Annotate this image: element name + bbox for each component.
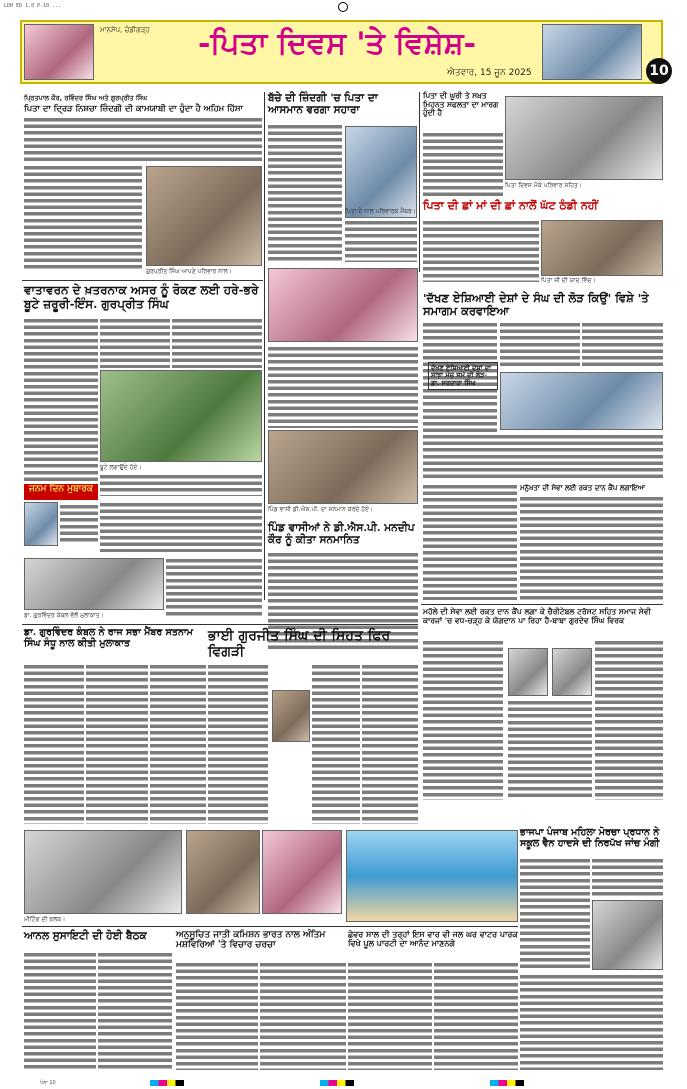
article-body bbox=[24, 664, 84, 824]
print-strip: LDH ED 1.0 P-10 ... bbox=[4, 3, 62, 9]
portrait-photo bbox=[552, 648, 592, 696]
article-photo bbox=[262, 830, 342, 914]
article-headline: ਅਨੁਸੂਚਿਤ ਜਾਤੀ ਕਮਿਸ਼ਨ ਭਾਰਤ ਨਾਲ ਅੰਤਿਮ ਮਸ਼ਵਿਰਿਆਂ 'ਤੇ ਵਿਚਾਰ ਚਰਚਾ bbox=[176, 930, 326, 951]
article-body bbox=[100, 474, 262, 496]
section-rule bbox=[22, 280, 263, 281]
article-body bbox=[348, 962, 432, 1070]
article-photo bbox=[505, 96, 663, 180]
page-banner bbox=[20, 20, 669, 84]
article-headline: ਪਿਤਾ ਦੀ ਘੂਰੀ ਤੇ ਸਖ਼ਤ ਮਿਹਨਤ ਸਫਲਤਾ ਦਾ ਮਾਰਗ ਹੁੰਦੀ ਹੈ bbox=[423, 91, 499, 118]
article-headline: ਛੇਵਰ ਸਾਲ ਦੀ ਤਰ੍ਹਾਂ ਇਸ ਵਾਰ ਵੀ ਜਲ ਘਰ ਵਾਟਰ ਪਾਰਕ ਵਿਖੇ ਪੂਲ ਪਾਰਟੀ ਦਾ ਆਨੰਦ ਮਾਣਨਗੇ bbox=[348, 929, 518, 949]
article-body bbox=[582, 322, 663, 366]
article-photo bbox=[186, 830, 260, 914]
registration-mark-icon bbox=[338, 2, 348, 12]
article-headline: ਪਿੰਡ ਵਾਸੀਆਂ ਨੇ ਡੀ.ਐਸ.ਪੀ. ਮਨਦੀਪ ਕੌਰ ਨੂੰ ਕੀਤਾ ਸਨਮਾਨਿਤ bbox=[268, 522, 415, 547]
article-body bbox=[268, 346, 418, 428]
child-photo bbox=[24, 502, 58, 546]
photo-caption: ਡਾ. ਗੁਰਵਿੰਦਰ ਕੰਬਲ ਵੱਲੋਂ ਮੁਲਾਕਾਤ। bbox=[24, 612, 104, 619]
page-title: -ਪਿਤਾ ਦਿਵਸ 'ਤੇ ਵਿਸ਼ੇਸ਼- bbox=[197, 26, 477, 61]
page-number-badge: 10 bbox=[646, 58, 672, 84]
print-footer bbox=[0, 1078, 687, 1089]
article-body bbox=[345, 220, 417, 262]
article-body bbox=[362, 664, 418, 824]
photo-caption: ਪਿਤਾ ਦੇ ਨਾਲ ਪਰਿਵਾਰਕ ਮੈਂਬਰ। bbox=[345, 208, 416, 215]
article-body bbox=[434, 962, 518, 1070]
section-rule bbox=[22, 926, 518, 927]
article-body bbox=[260, 962, 346, 1070]
article-photo bbox=[24, 558, 164, 610]
article-body bbox=[423, 484, 517, 600]
article-body bbox=[176, 962, 258, 1070]
article-body bbox=[508, 700, 592, 800]
article-photo bbox=[146, 166, 262, 266]
article-headline: ਵਾਤਾਵਰਨ ਦੇ ਖ਼ਤਰਨਾਕ ਅਸਰ ਨੂੰ ਰੋਕਣ ਲਈ ਹਰੇ-ਭਰੇ ਬੂਟੇ ਜ਼ਰੂਰੀ-ਇੰਸ. ਗੁਰਪ੍ਰੀਤ ਸਿੰਘ bbox=[24, 283, 259, 311]
article-body bbox=[98, 952, 172, 1070]
article-body bbox=[150, 664, 206, 824]
article-headline: ਆਨਲ ਸੁਸਾਇਟੀ ਦੀ ਹੋਈ ਬੈਠਕ bbox=[24, 930, 147, 942]
article-body bbox=[166, 558, 262, 618]
article-body bbox=[86, 664, 148, 824]
portrait-photo bbox=[272, 690, 310, 742]
article-photo bbox=[24, 830, 182, 914]
portrait-photo bbox=[508, 648, 548, 696]
article-body bbox=[423, 132, 503, 198]
article-body bbox=[24, 318, 98, 482]
article-body bbox=[172, 318, 262, 368]
article-byline: ਪ੍ਰਿਤਪਾਲ ਕੌਰ, ਰਵਿੰਦਰ ਸਿੰਘ ਅਤੇ ਗੁਰਪ੍ਰੀਤ ਸਿੰਘ bbox=[24, 94, 148, 102]
article-body bbox=[100, 318, 170, 368]
color-calibration-bar bbox=[320, 1080, 354, 1086]
article-body bbox=[24, 117, 262, 161]
photo-caption: ਪਿਤਾ ਦਿਵਸ ਮੌਕੇ ਪਰਿਵਾਰ ਸਹਿਤ। bbox=[505, 182, 582, 189]
article-photo bbox=[100, 370, 262, 462]
article-subheading: ਦੱਖਣ ਏਸ਼ਿਆਈ ਦੇਸ਼ਾਂ ਦਾ ਸਾਂਝਾ ਮੰਚ ਸਮੇਂ ਦੀ ਲੋੜ-ਡਾ. ਸਰਦਾਰਾ ਸਿੰਘ bbox=[428, 362, 498, 390]
article-photo bbox=[345, 126, 417, 218]
photo-caption: ਗੁਰਪ੍ਰੀਤ ਸਿੰਘ ਆਪਣੇ ਪਰਿਵਾਰ ਨਾਲ। bbox=[146, 268, 232, 275]
article-headline: ਮਹੱਲੇ ਦੀ ਸੇਵਾ ਲਈ ਰਕਤ ਦਾਨ ਕੈਂਪ ਲਗਾ ਕੇ ਚੈਰੀਟੇਬਲ ਟਰੱਸਟ ਸਹਿਤ ਸਮਾਜ ਸੇਵੀ ਕਾਰਜਾਂ 'ਚ ਵਧ-ਚੜ੍ਹ ਕੇ ਯੋਗਦਾਨ ਪਾ ਰਿਹਾ ਹੈ-ਬਾਬਾ ਗੁਰਦੇਵ ਸਿੰਘ ਵਿਰਕ bbox=[423, 607, 651, 625]
article-body bbox=[520, 858, 590, 968]
column-divider bbox=[419, 92, 420, 272]
article-body bbox=[423, 640, 503, 800]
color-calibration-bar bbox=[490, 1080, 524, 1086]
article-body bbox=[24, 952, 96, 1070]
article-body bbox=[312, 664, 360, 824]
article-body bbox=[100, 502, 262, 552]
banner-father-child-photo bbox=[24, 24, 94, 80]
article-body bbox=[423, 220, 539, 282]
article-body bbox=[60, 504, 98, 544]
article-photo bbox=[268, 430, 418, 504]
article-headline: ਭਾਈ ਗੁਰਜੀਤ ਸਿੰਘ ਦੀ ਸਿਹਤ ਫਿਰ ਵਿਗੜੀ bbox=[208, 628, 391, 661]
article-body bbox=[208, 664, 268, 824]
article-photo bbox=[541, 220, 663, 276]
article-headline: ਪਿਤਾ ਦਾ ਦ੍ਰਿੜ ਨਿਸ਼ਚਾ ਜ਼ਿੰਦਗੀ ਦੀ ਕਾਮਯਾਬੀ ਦਾ ਹੁੰਦਾ ਹੈ ਅਹਿਮ ਹਿੱਸਾ bbox=[24, 103, 243, 113]
photo-caption: ਪਿਤਾ ਜੀ ਦੀ ਯਾਦ ਵਿੱਚ। bbox=[541, 277, 596, 284]
article-body bbox=[24, 165, 142, 271]
article-body bbox=[500, 322, 580, 366]
column-divider bbox=[264, 92, 265, 600]
article-body bbox=[520, 974, 663, 1070]
banner-date: ਐਤਵਾਰ, 15 ਜੂਨ 2025 bbox=[447, 68, 532, 78]
birthday-banner: ਜਨਮ ਦਿਨ ਮੁਬਾਰਕ bbox=[24, 484, 98, 500]
banner-father-son-photo bbox=[542, 24, 642, 80]
article-headline: ਮਨੁੱਖਤਾ ਦੀ ਸੇਵਾ ਲਈ ਰਕਤ ਦਾਨ ਕੈਂਪ ਲਗਾਇਆ bbox=[520, 483, 646, 492]
color-calibration-bar bbox=[150, 1080, 184, 1086]
article-body bbox=[268, 124, 342, 262]
article-photo bbox=[592, 900, 663, 970]
article-headline: ਬੱਚੇ ਦੀ ਜ਼ਿੰਦਗੀ 'ਚ ਪਿਤਾ ਦਾ ਆਸਮਾਨ ਵਰਗਾ ਸਹਾਰਾ bbox=[268, 92, 378, 117]
article-body bbox=[423, 434, 663, 480]
article-photo bbox=[500, 372, 663, 430]
article-headline: ਪਿਤਾ ਦੀ ਛਾਂ ਮਾਂ ਦੀ ਛਾਂ ਨਾਲੋਂ ਘੱਟ ਠੰਡੀ ਨਹੀਂ bbox=[423, 199, 598, 212]
article-headline: 'ਦੱਖਣ ਏਸ਼ਿਆਈ ਦੇਸ਼ਾਂ ਦੇ ਸੰਘ ਦੀ ਲੋੜ ਕਿਉਂ' ਵਿਸ਼ੇ 'ਤੇ ਸਮਾਗਮ ਕਰਵਾਇਆ bbox=[423, 291, 649, 319]
article-body bbox=[520, 496, 663, 600]
article-headline: ਭਾਜਪਾ ਪੰਜਾਬ ਮਹਿਲਾ ਮੋਰਚਾ ਪ੍ਰਧਾਨ ਨੇ ਸਕੂਲ ਵੈਨ ਹਾਦਸੇ ਦੀ ਨਿਰਪੱਖ ਜਾਂਚ ਮੰਗੀ bbox=[520, 827, 660, 849]
article-body bbox=[595, 640, 663, 800]
photo-caption: ਮੀਟਿੰਗ ਦੀ ਝਲਕ। bbox=[24, 916, 66, 923]
banner-edition: ਮਾਨਸੇਪ, ਚੰਡੀਗੜ੍ਹ bbox=[100, 26, 150, 34]
article-photo bbox=[268, 268, 418, 342]
photo-caption: ਬੂਟੇ ਲਗਾਉਂਦੇ ਹੋਏ। bbox=[100, 464, 142, 471]
section-rule bbox=[22, 624, 418, 625]
article-body bbox=[592, 858, 663, 898]
section-rule bbox=[421, 604, 663, 605]
article-headline: ਡਾ. ਗੁਰਵਿੰਦਰ ਕੰਬਲ ਨੇ ਰਾਜ ਸਭਾ ਮੈਂਬਰ ਸਤਨਾਮ ਸਿੰਘ ਸੰਧੂ ਨਾਲ ਕੀਤੀ ਮੁਲਾਕਾਤ bbox=[24, 627, 193, 649]
article-photo bbox=[346, 830, 518, 922]
footer-page-label: ਪੰਨਾ 10 bbox=[40, 1080, 56, 1086]
photo-caption: ਪਿੰਡ ਵਾਸੀ ਡੀ.ਐਸ.ਪੀ. ਦਾ ਸਨਮਾਨ ਕਰਦੇ ਹੋਏ। bbox=[268, 506, 374, 513]
